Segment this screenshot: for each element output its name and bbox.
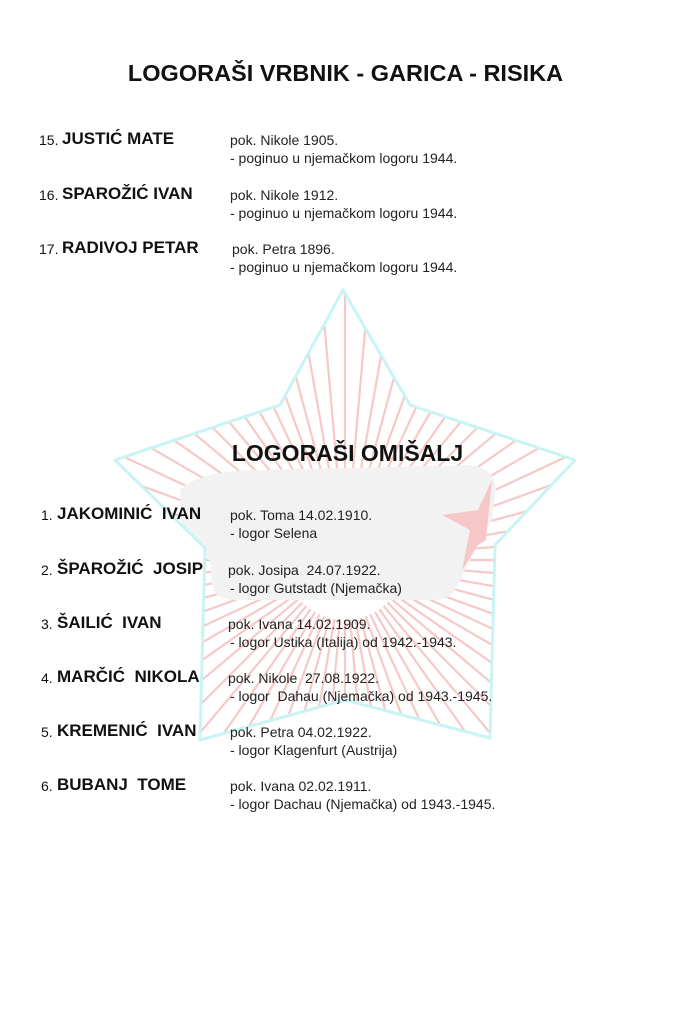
entry-number: 1. <box>41 507 53 523</box>
entry-fate: - poginuo u njemačkom logoru 1944. <box>230 150 458 166</box>
entry-name: RADIVOJ PETAR <box>62 238 199 257</box>
entry-name: ŠPAROŽIĆ JOSIP <box>57 559 204 578</box>
entry-number: 4. <box>41 670 53 686</box>
entry-number: 15. <box>39 132 59 148</box>
entry-number: 6. <box>41 778 53 794</box>
entry-parent-birth: pok. Nikole 1912. <box>230 187 339 203</box>
entry-parent-birth: pok. Petra 1896. <box>232 241 335 257</box>
entry-fate: - logor Dachau (Njemačka) od 1943.-1945. <box>230 796 496 812</box>
entry-fate: - logor Gutstadt (Njemačka) <box>230 580 402 596</box>
entry-number: 17. <box>39 241 59 257</box>
entry-parent-birth: pok. Nikole 1905. <box>230 132 339 148</box>
entry-number: 2. <box>41 562 53 578</box>
entry-name: KREMENIĆ IVAN <box>57 721 197 740</box>
entry-number: 16. <box>39 187 59 203</box>
entry-name: MARČIĆ NIKOLA <box>57 667 200 686</box>
entry-fate: - logor Klagenfurt (Austrija) <box>230 742 398 758</box>
entry-parent-birth: pok. Ivana 02.02.1911. <box>230 778 372 794</box>
section-title-omisalj: LOGORAŠI OMIŠALJ <box>231 440 464 466</box>
entry-name: SPAROŽIĆ IVAN <box>62 184 193 203</box>
entry-parent-birth: pok. Josipa 24.07.1922. <box>228 562 381 578</box>
entry-parent-birth: pok. Nikole 27.08.1922. <box>228 670 379 686</box>
entry-parent-birth: pok. Toma 14.02.1910. <box>230 507 373 523</box>
entry-number: 3. <box>41 616 53 632</box>
entry-fate: - poginuo u njemačkom logoru 1944. <box>230 205 458 221</box>
section-title-vrbnik: LOGORAŠI VRBNIK - GARICA - RISIKA <box>127 60 564 86</box>
entry-fate: - logor Dahau (Njemačka) od 1943.-1945. <box>230 688 493 704</box>
entry-name: BUBANJ TOME <box>57 775 187 794</box>
entry-name: ŠAILIĆ IVAN <box>57 613 162 632</box>
entry-fate: - logor Ustika (Italija) od 1942.-1943. <box>230 634 457 650</box>
entry-parent-birth: pok. Petra 04.02.1922. <box>230 724 372 740</box>
entry-name: JUSTIĆ MATE <box>62 129 175 148</box>
entry-parent-birth: pok. Ivana 14.02.1909. <box>228 616 371 632</box>
entry-fate: - logor Selena <box>230 525 318 541</box>
entry-name: JAKOMINIĆ IVAN <box>57 504 202 523</box>
entry-fate: - poginuo u njemačkom logoru 1944. <box>230 259 458 275</box>
entry-number: 5. <box>41 724 53 740</box>
